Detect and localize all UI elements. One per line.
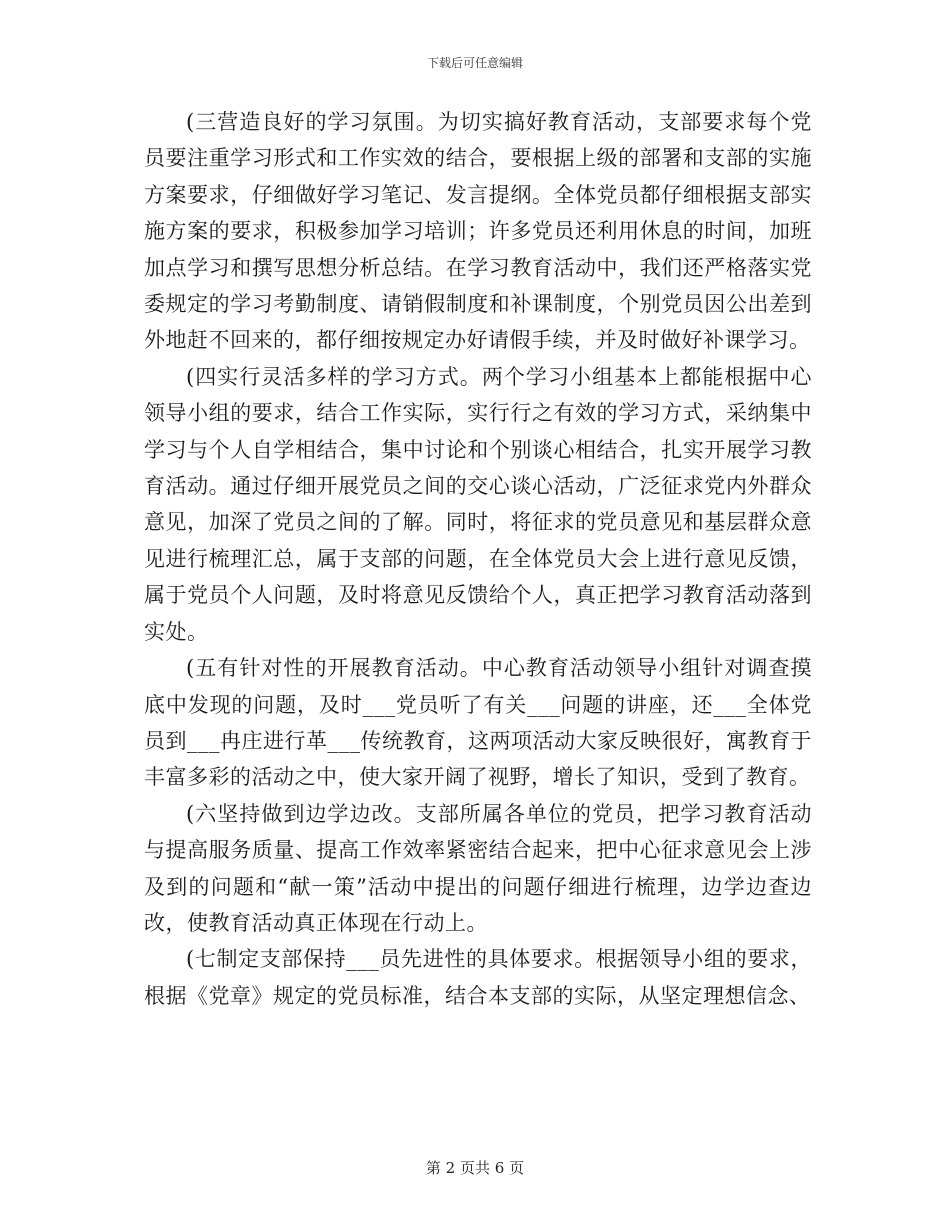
paragraph-5: (五有针对性的开展教育活动。中心教育活动领导小组针对调查摸底中发现的问题，及时___党员听了有关___问题的讲座，还___全体党员到___冉庄进行革___传统教育，这两项活动大家反映很好，寓教育于丰富多彩的活动之中，使大家开阔了视野，增长了知识，受到了教育。 (144, 656, 812, 790)
document-body (144, 104, 812, 1014)
page-header: 下载后可任意编辑 (426, 56, 523, 70)
paragraph-4: (四实行灵活多样的学习方式。两个学习小组基本上都能根据中心领导小组的要求，结合工作实际，实行行之有效的学习方式，采纳集中学习与个人自学相结合，集中讨论和个别谈心相结合，扎实开展学习教育活动。通过仔细开展党员之间的交心谈心活动，广泛征求党内外群众意见，加深了党员之间的了解。同时，将征求的党员意见和基层群众意见进行梳理汇总，属于支部的问题，在全体党员大会上进行意见反馈，属于党员个人问题，及时将意见反馈给个人，真正把学习教育活动落到实处。 (144, 364, 812, 644)
paragraph-6: (六坚持做到边学边改。支部所属各单位的党员，把学习教育活动与提高服务质量、提高工作效率紧密结合起来，把中心征求意见会上涉及到的问题和“献一策”活动中提出的问题仔细进行梳理，边学边查边改，使教育活动真正体现在行动上。 (144, 801, 812, 935)
page-number-footer: 第 2 页共 6 页 (425, 1159, 525, 1177)
paragraph-7: (七制定支部保持___员先进性的具体要求。根据领导小组的要求，根据《党章》规定的党员标准，结合本支部的实际，从坚定理想信念、 (144, 947, 812, 1008)
paragraph-3: (三营造良好的学习氛围。为切实搞好教育活动，支部要求每个党员要注重学习形式和工作实效的结合，要根据上级的部署和支部的实施方案要求，仔细做好学习笔记、发言提纲。全体党员都仔细根据支部实施方案的要求，积极参加学习培训；许多党员还利用休息的时间，加班加点学习和撰写思想分析总结。在学习教育活动中，我们还严格落实党委规定的学习考勤制度、请销假制度和补课制度，个别党员因公出差到外地赶不回来的，都仔细按规定办好请假手续，并及时做好补课学习。 (144, 110, 812, 353)
